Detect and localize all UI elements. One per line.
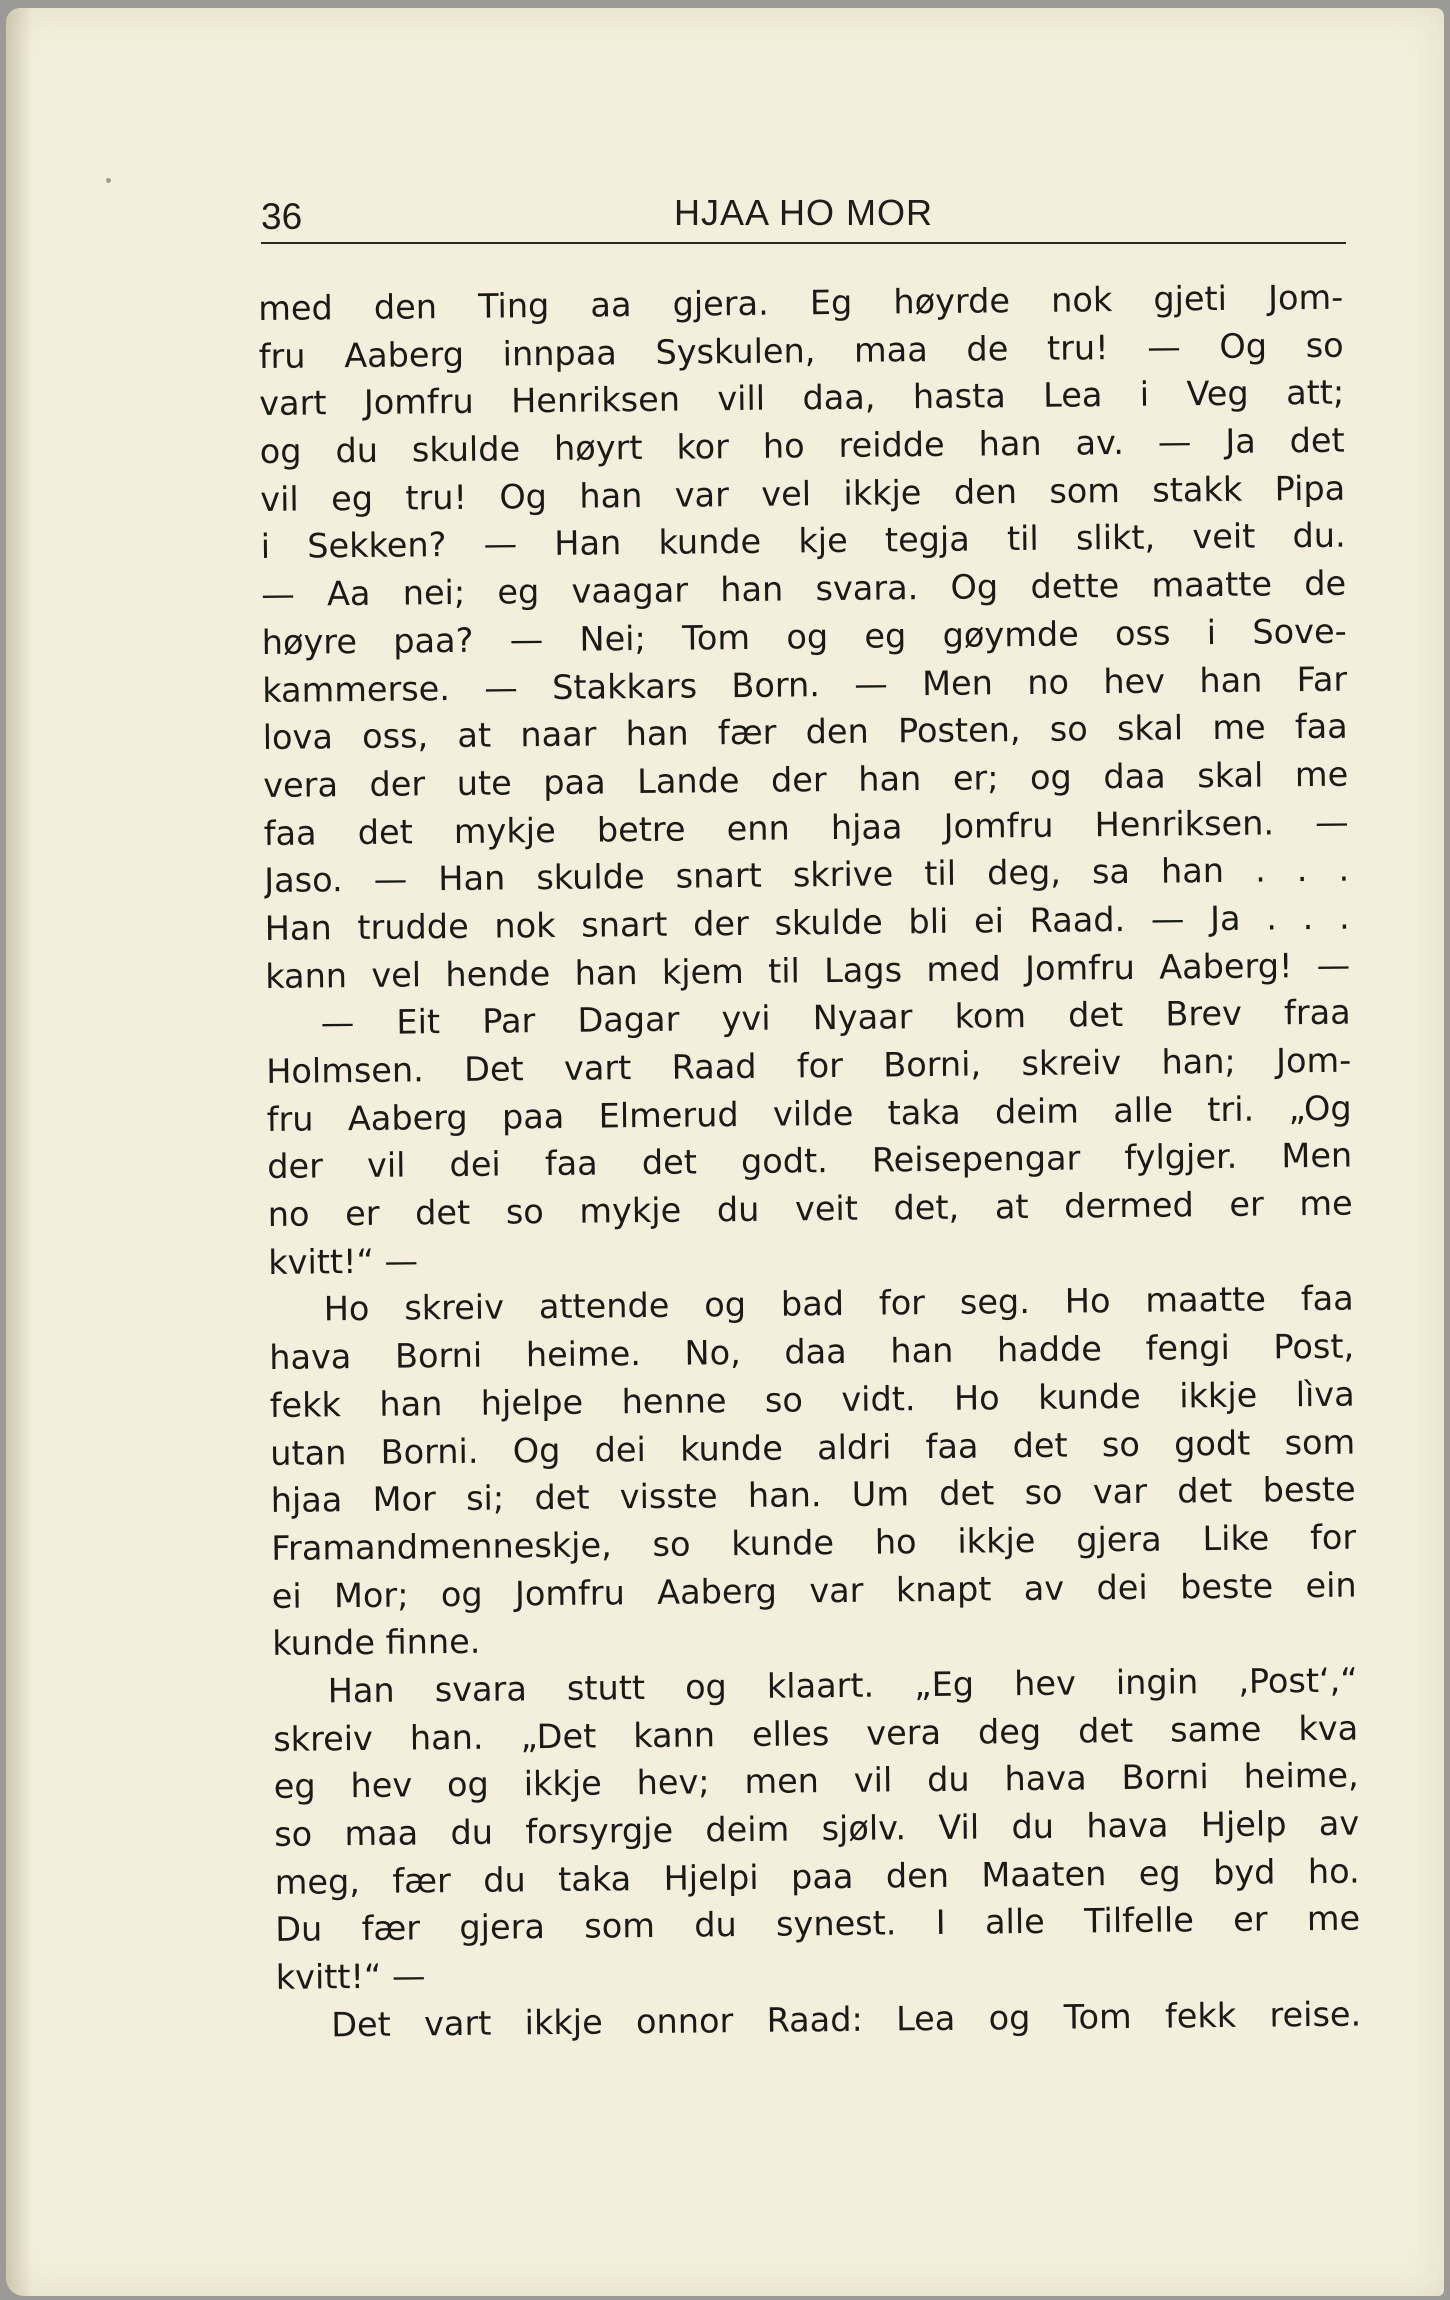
text-line: lova oss, at naar han fær den Posten, so skal me faa — [262, 706, 1348, 758]
text-line: no er det so mykje du veit det, at dermed er me — [267, 1183, 1353, 1235]
text-line: Han trudde nok snart der skulde bli ei Raad. — Ja . . . — [264, 897, 1350, 948]
text-line: Framandmenneskje, so kunde ho ikkje gjera Like for — [271, 1517, 1357, 1568]
running-title: HJAA HO MOR — [673, 192, 934, 233]
text-line: eg hev og ikkje hev; men vil du hava Borni heime, — [273, 1755, 1359, 1807]
text-line: kann vel hende han kjem til Lags med Jomfru Aaberg! — — [265, 945, 1351, 996]
text-line: fru Aaberg innpaa Syskulen, maa de tru! — Og so — [258, 325, 1344, 376]
text-line: kvitt!“ — — [268, 1241, 419, 1282]
text-line: og du skulde høyrt kor ho reidde han av. — Ja det — [259, 420, 1345, 472]
text-line: skreiv han. „Det kann elles vera deg det same kva — [273, 1708, 1359, 1759]
text-line: Jaso. — Han skulde snart skrive til deg, sa han . . . — [264, 849, 1350, 901]
text-line: Han svara stutt og klaart. „Eg hev ingin ‚Post‘,“ — [327, 1660, 1358, 1711]
text-line: der vil dei faa det godt. Reisepengar fylgjer. Men — [267, 1135, 1353, 1187]
page-edge-shadow — [6, 8, 32, 2296]
text-line: so maa du forsyrgje deim sjølv. Vil du hava Hjelp av — [274, 1803, 1360, 1854]
text-line: vil eg tru! Og han var vel ikkje den som stakk Pipa — [260, 468, 1346, 519]
page-header — [261, 188, 1346, 244]
text-line: Holmsen. Det vart Raad for Borni, skreiv han; Jom- — [266, 1040, 1352, 1091]
paper-speck — [106, 178, 111, 183]
text-line: kunde finne. — [272, 1621, 481, 1664]
text-line: i Sekken? — Han kunde kje tegja til slikt, veit du. — [260, 516, 1346, 567]
text-line: hjaa Mor si; det visste han. Um det so var det beste — [270, 1469, 1356, 1521]
page-number: 36 — [261, 196, 303, 237]
text-line: Ho skreiv attende og bad for seg. Ho maatte faa — [323, 1279, 1354, 1329]
text-line: kammerse. — Stakkars Born. — Men no hev han Far — [262, 659, 1348, 710]
text-line: — Eit Par Dagar yvi Nyaar kom det Brev fraa — [320, 992, 1351, 1043]
text-line: høyre paa? — Nei; Tom og eg gøymde oss i Sove- — [261, 611, 1347, 662]
text-line: fru Aaberg paa Elmerud vilde taka deim alle tri. „Og — [266, 1088, 1352, 1139]
text-line: — Aa nei; eg vaagar han svara. Og dette maatte de — [261, 563, 1347, 615]
text-line: fekk han hjelpe henne so vidt. Ho kunde ikkje lìva — [269, 1374, 1355, 1425]
text-line: med den Ting aa gjera. Eg høyrde nok gjeti Jom- — [258, 277, 1344, 328]
text-line: meg, fær du taka Hjelpi paa den Maaten eg byd ho. — [274, 1851, 1360, 1902]
text-line: faa det mykje betre enn hjaa Jomfru Henriksen. — — [263, 802, 1349, 853]
text-line: Det vart ikkje onnor Raad: Lea og Tom fekk reise. — [331, 1994, 1362, 2045]
body-text — [258, 274, 1361, 2050]
text-line: hava Borni heime. No, daa han hadde fengi Post, — [269, 1326, 1355, 1378]
text-line: utan Borni. Og dei kunde aldri faa det so godt som — [270, 1422, 1356, 1473]
text-line: vart Jomfru Henriksen vill daa, hasta Lea i Veg att; — [259, 373, 1345, 424]
text-line: Du fær gjera som du synest. I alle Tilfelle er me — [275, 1898, 1361, 1950]
text-line: kvitt!“ — — [275, 1956, 426, 1997]
text-line: vera der ute paa Lande der han er; og daa skal me — [263, 754, 1349, 805]
text-line: ei Mor; og Jomfru Aaberg var knapt av dei beste ein — [271, 1565, 1357, 1616]
